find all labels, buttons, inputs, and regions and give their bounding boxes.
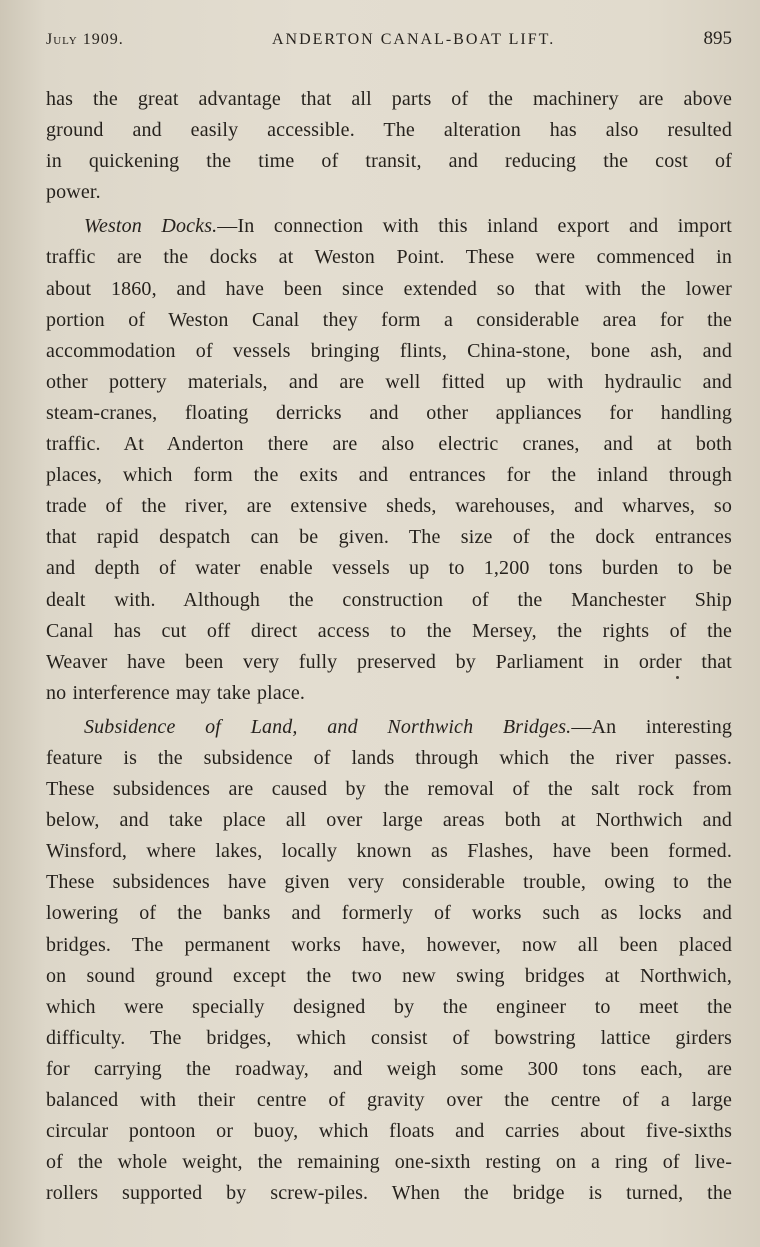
text-line: accommodation of vessels bringing flints, China-stone, bone ash, and xyxy=(46,339,732,362)
text-line: These subsidences have given very considerable trouble, owing to the xyxy=(46,871,732,894)
text-line: that rapid despatch can be given. The size of the dock entrances xyxy=(46,526,732,549)
text-line: in quickening the time of transit, and reducing the cost of xyxy=(46,150,732,173)
paragraph-continuation xyxy=(46,84,732,208)
header-title: ANDERTON CANAL-BOAT LIFT. xyxy=(271,31,556,48)
text-line: steam-cranes, floating derricks and other appliances for handling xyxy=(46,401,732,424)
text-line: traffic. At Anderton there are also electric cranes, and at both xyxy=(46,433,732,456)
text-line: Canal has cut off direct access to the Mersey, the rights of the xyxy=(46,619,732,642)
text-line: Weaver have been very fully preserved by Parliament in order that xyxy=(46,650,732,673)
section-heading-weston-docks: Weston Docks. xyxy=(84,215,218,238)
text-line: of the whole weight, the remaining one-sixth resting on a ring of live- xyxy=(46,1151,732,1174)
section-heading-subsidence: Subsidence of Land, and Northwich Bridges. xyxy=(84,715,572,738)
text-line: dealt with. Although the construction of the Manchester Ship xyxy=(46,588,732,611)
ink-speck xyxy=(676,676,679,679)
text-line: other pottery materials, and are well fitted up with hydraulic and xyxy=(46,370,732,393)
text-line: difficulty. The bridges, which consist of bowstring lattice girders xyxy=(46,1026,732,1049)
text-line: balanced with their centre of gravity over the centre of a large xyxy=(46,1089,732,1111)
text-line: circular pontoon or buoy, which floats and carries about five-sixths xyxy=(46,1120,732,1143)
text-line: about 1860, and have been since extended so that with the lower xyxy=(46,277,732,300)
paragraph-subsidence xyxy=(46,712,732,1210)
header-date: July 1909. xyxy=(46,31,124,48)
text-line xyxy=(46,712,732,743)
text-line: lowering of the banks and formerly of works such as locks and xyxy=(46,902,732,925)
text-line: power. xyxy=(46,181,101,204)
text-line: and depth of water enable vessels up to 1,200 tons burden to be xyxy=(46,557,732,580)
body-text xyxy=(46,84,732,1209)
text-line: bridges. The permanent works have, however, now all been placed xyxy=(46,933,732,956)
text-line: ground and easily accessible. The alteration has also resulted xyxy=(46,119,732,142)
paragraph-weston-docks xyxy=(46,211,732,709)
text-line: below, and take place all over large areas both at Northwich and xyxy=(46,809,732,832)
text-line: which were specially designed by the engineer to meet the xyxy=(46,995,732,1018)
text-line: These subsidences are caused by the removal of the salt rock from xyxy=(46,778,732,801)
text-line: feature is the subsidence of lands through which the river passes. xyxy=(46,746,732,769)
text-run: —An interesting xyxy=(571,715,733,738)
text-line: for carrying the roadway, and weigh some 300 tons each, are xyxy=(46,1057,732,1080)
text-line xyxy=(46,211,732,242)
text-line: has the great advantage that all parts of the machinery are above xyxy=(46,88,732,110)
text-line: no interference may take place. xyxy=(46,681,306,704)
text-line: places, which form the exits and entrances for the inland through xyxy=(46,464,732,487)
text-line: portion of Weston Canal they form a considerable area for the xyxy=(46,308,732,331)
page-number: 895 xyxy=(703,28,732,49)
text-line: Winsford, where lakes, locally known as Flashes, have been formed. xyxy=(46,840,732,863)
running-head xyxy=(46,28,732,58)
text-run: —In connection with this inland export and import xyxy=(217,215,732,238)
text-line: on sound ground except the two new swing bridges at Northwich, xyxy=(46,964,732,987)
text-line: traffic are the docks at Weston Point. These were commenced in xyxy=(46,246,732,269)
text-line: trade of the river, are extensive sheds, warehouses, and wharves, so xyxy=(46,495,732,518)
text-line: rollers supported by screw-piles. When the bridge is turned, the xyxy=(46,1182,732,1205)
